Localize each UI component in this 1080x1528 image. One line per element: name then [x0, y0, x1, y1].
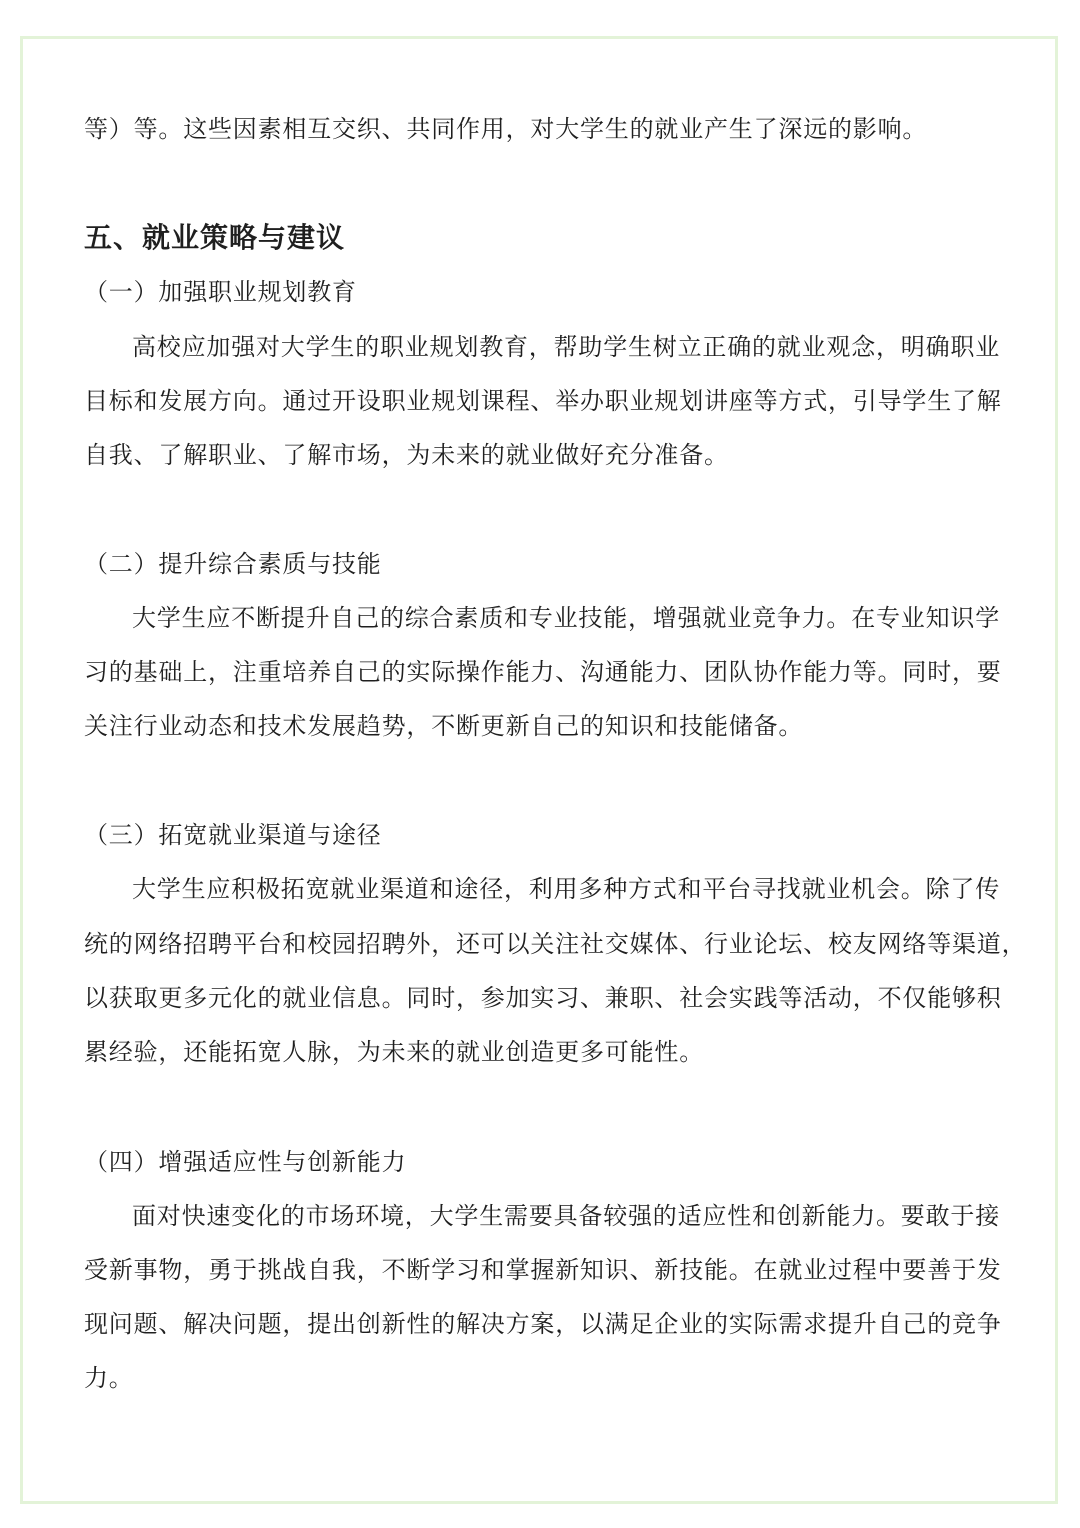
subsection-3-line-4: 累经验，还能拓宽人脉，为未来的就业创造更多可能性。	[84, 1038, 704, 1066]
subsection-3-line-1: 大学生应积极拓宽就业渠道和途径，利用多种方式和平台寻找就业机会。除了传	[132, 875, 1000, 903]
subsection-3-line-3: 以获取更多元化的就业信息。同时，参加实习、兼职、社会实践等活动，不仅能够积	[84, 984, 1002, 1012]
subsection-title-1: （一）加强职业规划教育	[84, 278, 357, 306]
subsection-3-line-2: 统的网络招聘平台和校园招聘外，还可以关注社交媒体、行业论坛、校友网络等渠道，	[84, 930, 1027, 958]
subsection-4-line-3: 现问题、解决问题，提出创新性的解决方案，以满足企业的实际需求提升自己的竞争	[84, 1310, 1002, 1338]
subsection-title-4: （四）增强适应性与创新能力	[84, 1148, 407, 1176]
intro-paragraph-line-1: 等）等。这些因素相互交织、共同作用，对大学生的就业产生了深远的影响。	[84, 115, 928, 143]
subsection-1-line-3: 自我、了解职业、了解市场，为未来的就业做好充分准备。	[84, 441, 729, 469]
subsection-2-line-3: 关注行业动态和技术发展趋势，不断更新自己的知识和技能储备。	[84, 712, 804, 740]
subsection-4-line-1: 面对快速变化的市场环境，大学生需要具备较强的适应性和创新能力。要敢于接	[132, 1202, 1000, 1230]
subsection-2-line-2: 习的基础上，注重培养自己的实际操作能力、沟通能力、团队协作能力等。同时，要	[84, 658, 1002, 686]
subsection-4-line-2: 受新事物，勇于挑战自我，不断学习和掌握新知识、新技能。在就业过程中要善于发	[84, 1256, 1002, 1284]
section-title: 五、就业策略与建议	[84, 221, 346, 254]
subsection-title-3: （三）拓宽就业渠道与途径	[84, 821, 382, 849]
subsection-1-line-2: 目标和发展方向。通过开设职业规划课程、举办职业规划讲座等方式，引导学生了解	[84, 387, 1002, 415]
subsection-4-line-4: 力。	[84, 1364, 134, 1392]
subsection-1-line-1: 高校应加强对大学生的职业规划教育，帮助学生树立正确的就业观念，明确职业	[132, 333, 1000, 361]
subsection-title-2: （二）提升综合素质与技能	[84, 550, 382, 578]
subsection-2-line-1: 大学生应不断提升自己的综合素质和专业技能，增强就业竞争力。在专业知识学	[132, 604, 1000, 632]
